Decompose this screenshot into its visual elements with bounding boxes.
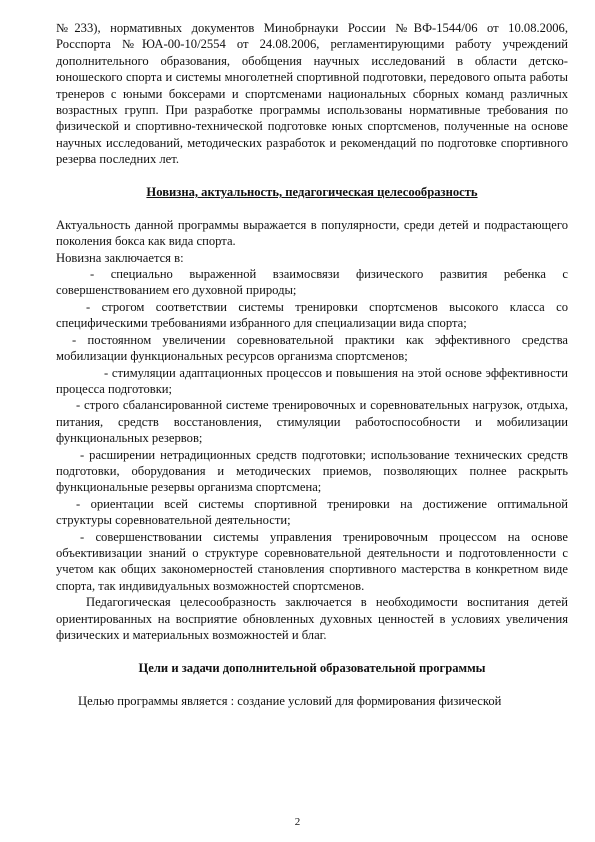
novelty-item: - совершенствовании системы управления тренировочным процессом на основе объективизации знаний о структуре соревновательной деятельности и подготовленности с учетом как общих закономерностей становления спортивного мастерства в конкретном виде спорта, так индивидуальных возможностей спортсменов. (56, 529, 568, 593)
section-heading-novelty: Новизна, актуальность, педагогическая целесообразность (146, 185, 478, 200)
novelty-item: - постоянном увеличении соревновательной практики как эффективного средства мобилизации функциональных ресурсов организма спортсменов; (56, 332, 568, 364)
novelty-item: - строгом соответствии системы тренировки спортсменов высокого класса со специфическими требованиями избранного для специализации вида спорта; (56, 299, 568, 331)
document-page (56, 20, 568, 709)
goal-paragraph: Целью программы является : создание условий для формирования физической (78, 693, 502, 708)
novelty-item: - ориентации всей системы спортивной тренировки на достижение оптимальной структуры соревновательной деятельности; (56, 496, 568, 528)
novelty-item: - строго сбалансированной системе тренировочных и соревновательных нагрузок, отдыха, питания, средств восстановления, стимуляции работоспособности и мобилизации функциональных резервов; (56, 398, 568, 446)
page-number: 2 (294, 816, 301, 828)
novelty-lead: Новизна заключается в: (56, 250, 184, 265)
novelty-item: - расширении нетрадиционных средств подготовки; использование технических средств подготовки, оборудования и методических приемов, позволяющих полнее раскрыть функциональные резервы организма спортсмена; (56, 447, 568, 495)
actuality-paragraph: Актуальность данной программы выражается в популярности, среди детей и подрастающего поколения бокса как вида спорта. (56, 217, 568, 249)
section-heading-goals: Цели и задачи дополнительной образовательной программы (138, 660, 486, 675)
novelty-item: - специально выраженной взаимосвязи физического развития ребенка с совершенствованием его духовной природы; (56, 267, 568, 298)
novelty-item: - стимуляции адаптационных процессов и повышения на этой основе эффективности процесса подготовки; (56, 365, 568, 396)
pedagogical-paragraph: Педагогическая целесообразность заключается в необходимости воспитания детей ориентированных на восприятие обновленных духовных ценностей в условиях увеличения физических и материальных возможностей и благ. (56, 595, 568, 642)
intro-paragraph: №233), нормативных документов Минобрнауки России №ВФ-1544/06 от 10.08.2006, Росспорта №ЮА-00-10/2554 от 24.08.2006, регламентирующими работу учреждений дополнительного образования, обобщения научных исследований в области детско-юношеского спорта и системы многолетней спортивной подготовки, передового опыта работы тренеров с юными боксерами и спортсменами национальных сборных команд различных возрастных групп. При разработке программы использованы нормативные требования по физической и спортивно-технической подготовке юных спортсменов, полученные на основе научных исследований, методических разработок и рекомендаций по подготовке спортивного резерва последних лет. (56, 21, 568, 167)
